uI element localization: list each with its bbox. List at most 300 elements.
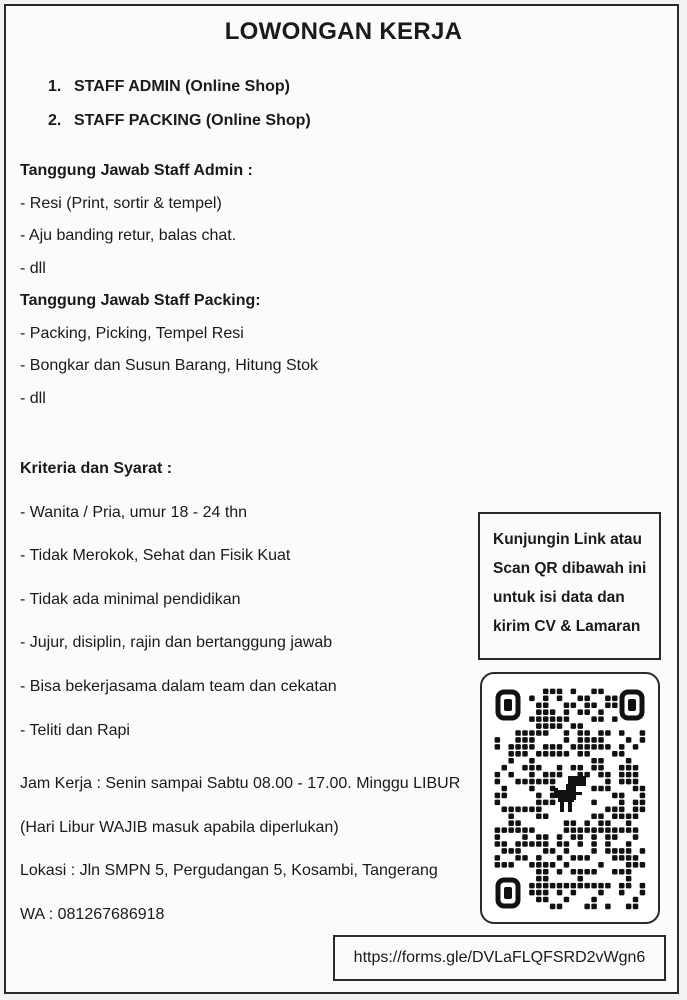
qr-module bbox=[543, 716, 549, 722]
criteria-section bbox=[20, 460, 337, 765]
qr-module bbox=[578, 827, 584, 833]
qr-module bbox=[536, 723, 542, 729]
qr-module bbox=[619, 751, 625, 757]
qr-module bbox=[550, 751, 556, 757]
qr-module bbox=[578, 765, 584, 771]
qr-module bbox=[612, 716, 618, 722]
qr-module bbox=[536, 709, 542, 715]
form-link[interactable]: https://forms.gle/DVLaFLQFSRD2vWgn6 bbox=[333, 935, 666, 981]
qr-module bbox=[495, 793, 501, 799]
qr-module bbox=[522, 737, 528, 743]
qr-module bbox=[612, 848, 618, 854]
qr-module bbox=[529, 890, 535, 896]
qr-module bbox=[605, 779, 611, 785]
qr-module bbox=[543, 751, 549, 757]
qr-module bbox=[557, 696, 563, 702]
page-title: LOWONGAN KERJA bbox=[224, 18, 463, 45]
qr-module bbox=[633, 904, 639, 910]
callout-line: Kunjungin Link atau bbox=[493, 531, 642, 548]
qr-module bbox=[612, 827, 618, 833]
qr-module bbox=[584, 730, 590, 736]
callout-line: Scan QR dibawah ini bbox=[493, 560, 647, 577]
qr-module bbox=[536, 855, 542, 861]
callout-line: untuk isi data dan bbox=[493, 589, 625, 606]
qr-module bbox=[591, 737, 597, 743]
qr-module bbox=[536, 751, 542, 757]
qr-module bbox=[619, 890, 625, 896]
qr-module bbox=[598, 772, 604, 778]
qr-module bbox=[495, 841, 501, 847]
qr-module bbox=[550, 772, 556, 778]
qr-module bbox=[557, 689, 563, 695]
qr-module bbox=[619, 855, 625, 861]
qr-module bbox=[605, 786, 611, 792]
qr-module bbox=[564, 862, 570, 868]
qr-module bbox=[515, 807, 521, 813]
qr-module bbox=[578, 709, 584, 715]
qr-module bbox=[564, 883, 570, 889]
holiday-note: (Hari Libur WAJIB masuk apabila diperlukan) bbox=[20, 818, 339, 836]
qr-module bbox=[543, 890, 549, 896]
qr-module bbox=[550, 723, 556, 729]
qr-module bbox=[571, 883, 577, 889]
qr-module bbox=[529, 744, 535, 750]
qr-module bbox=[578, 841, 584, 847]
qr-module bbox=[619, 827, 625, 833]
qr-module bbox=[508, 807, 514, 813]
qr-module bbox=[550, 904, 556, 910]
qr-module bbox=[508, 751, 514, 757]
qr-module bbox=[543, 834, 549, 840]
list-item: - dll bbox=[20, 389, 46, 407]
qr-module bbox=[536, 841, 542, 847]
qr-module bbox=[591, 758, 597, 764]
qr-module bbox=[619, 779, 625, 785]
qr-module bbox=[495, 834, 501, 840]
position-label: STAFF PACKING (Online Shop) bbox=[74, 112, 311, 129]
qr-module bbox=[502, 862, 508, 868]
admin-section bbox=[20, 162, 318, 422]
qr-module bbox=[536, 779, 542, 785]
qr-module bbox=[612, 696, 618, 702]
qr-module bbox=[605, 848, 611, 854]
qr-module bbox=[584, 883, 590, 889]
qr-module bbox=[612, 813, 618, 819]
qr-module bbox=[605, 696, 611, 702]
qr-module bbox=[502, 841, 508, 847]
qr-module bbox=[522, 855, 528, 861]
qr-module bbox=[571, 834, 577, 840]
qr-module bbox=[508, 772, 514, 778]
qr-module bbox=[543, 800, 549, 806]
qr-module bbox=[571, 890, 577, 896]
qr-module bbox=[543, 876, 549, 882]
qr-module bbox=[529, 862, 535, 868]
qr-module bbox=[536, 862, 542, 868]
qr-module bbox=[495, 862, 501, 868]
qr-module bbox=[550, 709, 556, 715]
qr-module bbox=[564, 702, 570, 708]
qr-module bbox=[536, 793, 542, 799]
qr-module bbox=[619, 813, 625, 819]
qr-module bbox=[612, 807, 618, 813]
qr-module bbox=[495, 744, 501, 750]
qr-module bbox=[529, 765, 535, 771]
qr-module bbox=[515, 820, 521, 826]
qr-module bbox=[495, 827, 501, 833]
qr-module bbox=[557, 834, 563, 840]
qr-module bbox=[605, 820, 611, 826]
qr-module bbox=[557, 716, 563, 722]
qr-module bbox=[508, 813, 514, 819]
qr-module bbox=[543, 779, 549, 785]
qr-module bbox=[626, 779, 632, 785]
qr-module bbox=[495, 737, 501, 743]
qr-module bbox=[557, 744, 563, 750]
qr-module bbox=[578, 696, 584, 702]
qr-module bbox=[619, 772, 625, 778]
qr-module bbox=[591, 786, 597, 792]
qr-module bbox=[529, 716, 535, 722]
position-list bbox=[48, 78, 311, 146]
qr-module bbox=[626, 772, 632, 778]
qr-module bbox=[640, 883, 646, 889]
qr-module bbox=[578, 883, 584, 889]
qr-module bbox=[605, 807, 611, 813]
qr-module bbox=[571, 702, 577, 708]
qr-module bbox=[502, 793, 508, 799]
qr-module bbox=[515, 841, 521, 847]
qr-module bbox=[619, 800, 625, 806]
qr-module bbox=[536, 876, 542, 882]
qr-module bbox=[633, 813, 639, 819]
qr-module bbox=[633, 786, 639, 792]
qr-module bbox=[536, 883, 542, 889]
qr-module bbox=[619, 883, 625, 889]
qr-module bbox=[571, 820, 577, 826]
list-item: - Teliti dan Rapi bbox=[20, 721, 130, 739]
qr-module bbox=[543, 897, 549, 903]
qr-module bbox=[633, 779, 639, 785]
qr-module bbox=[543, 702, 549, 708]
qr-module bbox=[529, 779, 535, 785]
qr-module bbox=[515, 827, 521, 833]
qr-module bbox=[612, 834, 618, 840]
qr-module bbox=[571, 689, 577, 695]
qr-module bbox=[598, 744, 604, 750]
qr-module bbox=[543, 883, 549, 889]
qr-module bbox=[578, 737, 584, 743]
qr-module bbox=[633, 834, 639, 840]
qr-module bbox=[522, 841, 528, 847]
list-item: - dll bbox=[20, 259, 46, 277]
qr-module bbox=[633, 772, 639, 778]
qr-module bbox=[536, 897, 542, 903]
qr-module bbox=[626, 862, 632, 868]
qr-module bbox=[598, 813, 604, 819]
qr-module bbox=[508, 744, 514, 750]
position-label: STAFF ADMIN (Online Shop) bbox=[74, 78, 290, 95]
qr-module bbox=[564, 751, 570, 757]
position-item: 2. STAFF PACKING (Online Shop) bbox=[48, 112, 311, 129]
list-item: - Bongkar dan Susun Barang, Hitung Stok bbox=[20, 357, 318, 374]
qr-module bbox=[502, 827, 508, 833]
qr-module bbox=[536, 813, 542, 819]
qr-module bbox=[515, 737, 521, 743]
list-item: - Resi (Print, sortir & tempel) bbox=[20, 194, 222, 212]
qr-module bbox=[633, 807, 639, 813]
qr-module bbox=[626, 765, 632, 771]
qr-module bbox=[591, 813, 597, 819]
qr-module bbox=[584, 744, 590, 750]
qr-module bbox=[564, 848, 570, 854]
qr-module bbox=[598, 786, 604, 792]
qr-module bbox=[536, 765, 542, 771]
qr-module bbox=[591, 702, 597, 708]
qr-module bbox=[612, 855, 618, 861]
qr-module bbox=[515, 779, 521, 785]
qr-module bbox=[529, 883, 535, 889]
qr-module bbox=[584, 702, 590, 708]
qr-module bbox=[550, 883, 556, 889]
qr-module bbox=[543, 689, 549, 695]
qr-module bbox=[640, 730, 646, 736]
qr-module bbox=[508, 827, 514, 833]
qr-module bbox=[584, 696, 590, 702]
qr-module bbox=[605, 772, 611, 778]
qr-module bbox=[557, 869, 563, 875]
qr-module bbox=[508, 758, 514, 764]
qr-module bbox=[598, 765, 604, 771]
qr-module bbox=[543, 730, 549, 736]
qr-module bbox=[522, 730, 528, 736]
qr-module bbox=[591, 834, 597, 840]
qr-module bbox=[522, 765, 528, 771]
qr-module bbox=[529, 841, 535, 847]
qr-module bbox=[543, 696, 549, 702]
qr-module bbox=[571, 723, 577, 729]
qr-module bbox=[578, 834, 584, 840]
qr-module bbox=[633, 744, 639, 750]
qr-module bbox=[522, 807, 528, 813]
qr-module bbox=[543, 723, 549, 729]
qr-module bbox=[598, 862, 604, 868]
qr-module bbox=[543, 709, 549, 715]
qr-module bbox=[591, 841, 597, 847]
qr-module bbox=[557, 723, 563, 729]
list-item: - Jujur, disiplin, rajin dan bertanggung jawab bbox=[20, 634, 333, 652]
qr-module bbox=[564, 737, 570, 743]
qr-module bbox=[550, 862, 556, 868]
qr-module bbox=[605, 744, 611, 750]
qr-module bbox=[619, 807, 625, 813]
callout-line: kirim CV & Lamaran bbox=[493, 618, 641, 635]
list-item: - Packing, Picking, Tempel Resi bbox=[20, 324, 244, 342]
criteria-heading: Kriteria dan Syarat : bbox=[20, 460, 173, 477]
qr-module bbox=[591, 897, 597, 903]
qr-module bbox=[626, 876, 632, 882]
qr-module bbox=[550, 716, 556, 722]
qr-module bbox=[640, 807, 646, 813]
qr-module bbox=[633, 855, 639, 861]
qr-module bbox=[612, 751, 618, 757]
qr-module bbox=[612, 869, 618, 875]
qr-module bbox=[502, 807, 508, 813]
qr-module bbox=[529, 758, 535, 764]
qr-module bbox=[605, 834, 611, 840]
qr-module bbox=[515, 751, 521, 757]
qr-module bbox=[502, 786, 508, 792]
qr-module bbox=[495, 855, 501, 861]
qr-module bbox=[550, 800, 556, 806]
qr-module bbox=[557, 772, 563, 778]
qr-module bbox=[557, 841, 563, 847]
qr-module bbox=[619, 848, 625, 854]
qr-module bbox=[640, 786, 646, 792]
qr-module bbox=[502, 848, 508, 854]
qr-module bbox=[536, 730, 542, 736]
qr-module bbox=[605, 883, 611, 889]
qr-module bbox=[626, 820, 632, 826]
qr-module bbox=[626, 883, 632, 889]
qr-module bbox=[598, 820, 604, 826]
qr-module bbox=[626, 848, 632, 854]
qr-module bbox=[619, 744, 625, 750]
qr-module bbox=[571, 744, 577, 750]
qr-module bbox=[543, 772, 549, 778]
qr-module bbox=[557, 751, 563, 757]
qr-module bbox=[522, 779, 528, 785]
qr-module bbox=[578, 730, 584, 736]
qr-module bbox=[508, 820, 514, 826]
apply-callout bbox=[478, 512, 661, 660]
qr-module bbox=[529, 696, 535, 702]
qr-module bbox=[598, 890, 604, 896]
qr-module bbox=[584, 827, 590, 833]
qr-module bbox=[591, 848, 597, 854]
list-item: - Bisa bekerjasama dalam team dan cekatan bbox=[20, 677, 337, 695]
qr-module bbox=[598, 883, 604, 889]
location: Lokasi : Jln SMPN 5, Pergudangan 5, Kosambi, Tangerang bbox=[20, 862, 438, 879]
qr-module bbox=[626, 827, 632, 833]
qr-module bbox=[584, 869, 590, 875]
qr-module bbox=[640, 793, 646, 799]
qr-module bbox=[550, 689, 556, 695]
qr-module bbox=[536, 807, 542, 813]
qr-module bbox=[626, 841, 632, 847]
list-item: - Tidak ada minimal pendidikan bbox=[20, 590, 241, 608]
qr-module bbox=[578, 876, 584, 882]
qr-module bbox=[578, 744, 584, 750]
qr-module bbox=[495, 779, 501, 785]
qr-module bbox=[543, 841, 549, 847]
qr-module bbox=[536, 716, 542, 722]
qr-module bbox=[612, 793, 618, 799]
qr-module bbox=[605, 730, 611, 736]
qr-module bbox=[591, 904, 597, 910]
qr-module bbox=[578, 723, 584, 729]
list-item: - Tidak Merokok, Sehat dan Fisik Kuat bbox=[20, 547, 291, 565]
qr-module bbox=[605, 702, 611, 708]
qr-module bbox=[584, 709, 590, 715]
qr-module bbox=[543, 744, 549, 750]
qr-module bbox=[536, 702, 542, 708]
qr-module bbox=[626, 904, 632, 910]
qr-module bbox=[515, 730, 521, 736]
qr-module bbox=[598, 730, 604, 736]
qr-module bbox=[529, 772, 535, 778]
info-section bbox=[20, 775, 460, 949]
qr-module bbox=[591, 689, 597, 695]
qr-module bbox=[605, 841, 611, 847]
qr-module bbox=[564, 827, 570, 833]
qr-module bbox=[584, 855, 590, 861]
qr-module bbox=[584, 904, 590, 910]
qr-module bbox=[557, 855, 563, 861]
qr-module bbox=[626, 758, 632, 764]
qr-module bbox=[598, 737, 604, 743]
qr-module bbox=[605, 904, 611, 910]
qr-module bbox=[578, 855, 584, 861]
qr-module bbox=[564, 820, 570, 826]
qr-code[interactable] bbox=[494, 688, 646, 910]
qr-module bbox=[557, 883, 563, 889]
qr-module bbox=[612, 702, 618, 708]
qr-module bbox=[495, 772, 501, 778]
qr-module bbox=[550, 779, 556, 785]
qr-module bbox=[591, 869, 597, 875]
dino-icon bbox=[554, 776, 586, 812]
qr-module bbox=[626, 737, 632, 743]
list-item: - Wanita / Pria, umur 18 - 24 thn bbox=[20, 503, 248, 521]
qr-module bbox=[598, 827, 604, 833]
qr-module bbox=[584, 751, 590, 757]
work-hours: Jam Kerja : Senin sampai Sabtu 08.00 - 17.00. Minggu LIBUR bbox=[20, 775, 461, 792]
qr-module bbox=[522, 827, 528, 833]
qr-module bbox=[591, 765, 597, 771]
qr-module bbox=[591, 800, 597, 806]
qr-module bbox=[515, 855, 521, 861]
qr-module bbox=[536, 800, 542, 806]
qr-module bbox=[633, 800, 639, 806]
qr-module bbox=[529, 786, 535, 792]
qr-module bbox=[619, 730, 625, 736]
qr-module bbox=[522, 834, 528, 840]
qr-module bbox=[626, 855, 632, 861]
qr-module bbox=[598, 758, 604, 764]
qr-module bbox=[584, 737, 590, 743]
qr-module bbox=[619, 765, 625, 771]
qr-module bbox=[564, 841, 570, 847]
qr-module bbox=[529, 827, 535, 833]
packing-heading: Tanggung Jawab Staff Packing: bbox=[20, 292, 261, 309]
qr-module bbox=[495, 800, 501, 806]
qr-module bbox=[502, 765, 508, 771]
qr-module bbox=[626, 869, 632, 875]
qr-module bbox=[536, 890, 542, 896]
qr-module bbox=[529, 807, 535, 813]
qr-module bbox=[508, 862, 514, 868]
qr-module bbox=[571, 869, 577, 875]
qr-module bbox=[598, 689, 604, 695]
qr-module bbox=[578, 869, 584, 875]
qr-module bbox=[557, 765, 563, 771]
qr-module bbox=[633, 897, 639, 903]
qr-module bbox=[543, 869, 549, 875]
qr-module bbox=[633, 765, 639, 771]
qr-module bbox=[529, 730, 535, 736]
qr-module bbox=[529, 737, 535, 743]
